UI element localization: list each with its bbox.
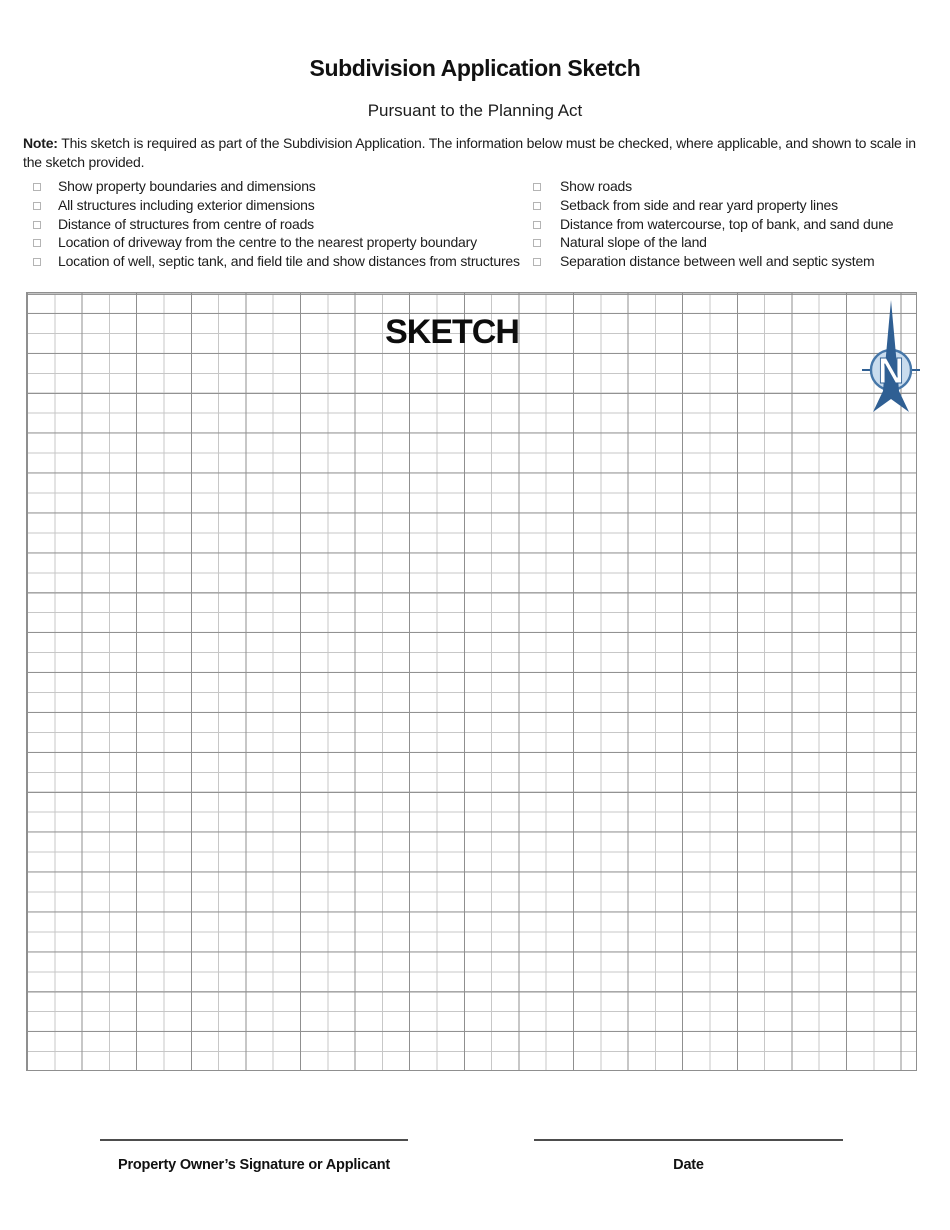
checklist-item-label: Natural slope of the land xyxy=(560,234,707,251)
checkbox-icon xyxy=(33,258,41,266)
checkbox-icon xyxy=(33,221,41,229)
date-line xyxy=(534,1128,843,1141)
checklist-item-label: All structures including exterior dimensions xyxy=(58,196,315,213)
checklist-item xyxy=(533,233,901,252)
checklist-item-label: Distance of structures from centre of roads xyxy=(58,215,314,232)
note-paragraph xyxy=(23,134,931,172)
checklist-item-label: Location of well, septic tank, and field tile and show distances from structures xyxy=(58,253,520,270)
owner-signature-line xyxy=(100,1128,408,1141)
sketch-grid-area xyxy=(26,292,917,1071)
checklist-item xyxy=(33,252,534,271)
checklist-item xyxy=(33,215,534,234)
checkbox-icon xyxy=(533,258,541,266)
checklist-item xyxy=(33,233,534,252)
checklist-item-label: Show property boundaries and dimensions xyxy=(58,178,316,194)
checkbox-icon xyxy=(533,183,541,191)
checklist-item xyxy=(533,215,901,234)
checklist-item xyxy=(533,252,901,271)
checklist-right-column xyxy=(533,177,901,271)
north-compass-icon xyxy=(859,297,923,423)
checklist-left-column xyxy=(33,177,534,271)
checklist-item-label: Show roads xyxy=(560,178,632,194)
checklist-item xyxy=(533,196,901,215)
checklist-item xyxy=(33,177,534,196)
date-label: Date xyxy=(673,1157,704,1173)
note-label: Note: xyxy=(23,135,58,151)
note-text: This sketch is required as part of the Subdivision Application. The information below must be checked, where applicable, and shown to scale in the sketch provided. xyxy=(23,135,916,170)
checklist-item-label: Location of driveway from the centre to the nearest property boundary xyxy=(58,234,477,251)
checkbox-icon xyxy=(33,202,41,210)
compass-north-letter: N xyxy=(878,350,904,391)
sketch-section-title: SKETCH xyxy=(385,313,519,351)
date-signature-block xyxy=(534,1128,843,1173)
checklist-item-label: Separation distance between well and septic system xyxy=(560,253,875,270)
checklist-item-label: Distance from watercourse, top of bank, and sand dune xyxy=(560,215,894,232)
checkbox-icon xyxy=(33,239,41,247)
checkbox-icon xyxy=(533,202,541,210)
page-title: Subdivision Application Sketch xyxy=(309,55,641,81)
checkbox-icon xyxy=(533,221,541,229)
checklist-item-label: Setback from side and rear yard property lines xyxy=(560,196,838,213)
owner-signature-block xyxy=(100,1128,408,1173)
checklist-item xyxy=(533,177,901,196)
checkbox-icon xyxy=(533,239,541,247)
checkbox-icon xyxy=(33,183,41,191)
owner-signature-label: Property Owner’s Signature or Applicant xyxy=(117,1157,391,1173)
page-subtitle: Pursuant to the Planning Act xyxy=(367,101,583,120)
checklist-item xyxy=(33,196,534,215)
